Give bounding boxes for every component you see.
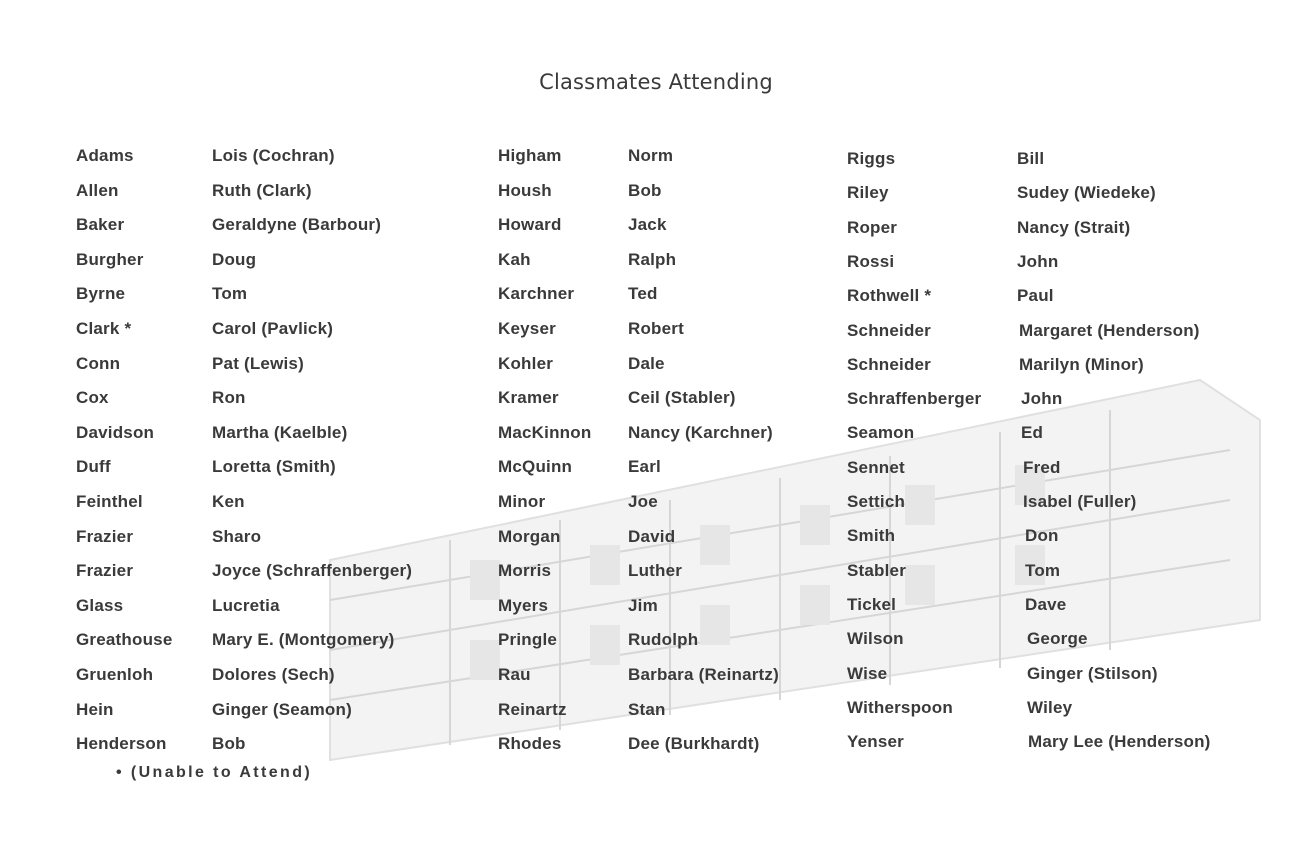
first-name: Tom	[1025, 560, 1061, 580]
first-name: Sharo	[212, 526, 262, 546]
first-name: Pat (Lewis)	[212, 353, 304, 373]
last-name: Rau	[498, 665, 531, 684]
first-name: John	[1017, 251, 1059, 271]
unable-to-attend-footnote: • (Unable to Attend)	[116, 764, 313, 781]
last-name: Howard	[498, 215, 562, 235]
last-name: Minor	[498, 492, 546, 511]
first-name: Luther	[628, 561, 683, 581]
last-name: Duff	[76, 457, 111, 477]
last-name: Kohler	[498, 353, 554, 373]
first-name: Paul	[1017, 286, 1054, 306]
last-name: Keyser	[498, 319, 556, 338]
last-name: MacKinnon	[498, 422, 592, 442]
last-name: Schneider	[847, 320, 931, 340]
last-name: Adams	[76, 146, 134, 165]
last-name: Allen	[76, 180, 119, 200]
last-name: Smith	[847, 526, 896, 546]
first-name: Ron	[212, 388, 246, 408]
page-title: Classmates Attending	[539, 70, 773, 94]
last-name: Burgher	[76, 249, 144, 269]
last-name: Reinartz	[498, 699, 567, 719]
last-name: Clark *	[76, 319, 132, 338]
last-name: Schraffenberger	[847, 389, 982, 409]
first-name: Bob	[628, 180, 662, 200]
last-name: Sennet	[847, 457, 905, 477]
last-name: Riley	[847, 183, 889, 203]
last-name: Pringle	[498, 630, 558, 650]
last-name: Frazier	[76, 561, 134, 581]
first-name: Bill	[1017, 149, 1045, 168]
first-name: Carol (Pavlick)	[212, 319, 334, 338]
first-name: John	[1021, 389, 1063, 409]
last-name: Settich	[847, 492, 906, 511]
first-name: Dave	[1025, 594, 1067, 614]
last-name: Cox	[76, 388, 109, 408]
last-name: Greathouse	[76, 630, 173, 650]
last-name: Conn	[76, 353, 121, 373]
last-name: Frazier	[76, 526, 134, 546]
last-name: Stabler	[847, 560, 907, 580]
last-name: Henderson	[76, 734, 167, 754]
last-name: Feinthel	[76, 492, 143, 511]
first-name: Mary E. (Montgomery)	[212, 630, 395, 650]
last-name: Morris	[498, 561, 552, 581]
first-name: Marilyn (Minor)	[1019, 354, 1144, 374]
last-name: Schneider	[847, 354, 931, 374]
last-name: Byrne	[76, 284, 126, 304]
first-name: Isabel (Fuller)	[1023, 492, 1137, 511]
last-name: Rhodes	[498, 734, 562, 754]
first-name: Margaret (Henderson)	[1019, 320, 1200, 340]
last-name: Glass	[76, 595, 124, 615]
first-name: Doug	[212, 249, 257, 269]
last-name: Kah	[498, 249, 531, 269]
first-name: Joe	[628, 492, 658, 511]
last-name: Wilson	[847, 629, 904, 649]
first-name: Ralph	[628, 249, 677, 269]
first-name: Dee (Burkhardt)	[628, 734, 760, 754]
last-name: Higham	[498, 146, 562, 165]
first-name: Ted	[628, 284, 658, 304]
first-name: Dale	[628, 353, 665, 373]
last-name: Housh	[498, 180, 552, 200]
first-name: Rudolph	[628, 630, 699, 650]
first-name: Jim	[628, 595, 658, 615]
last-name: McQuinn	[498, 457, 573, 477]
last-name: Seamon	[847, 423, 915, 443]
first-name: Jack	[628, 215, 667, 235]
first-name: Ken	[212, 492, 245, 511]
first-name: Bob	[212, 734, 246, 754]
last-name: Baker	[76, 215, 125, 235]
first-name: David	[628, 526, 676, 546]
first-name: Stan	[628, 699, 666, 719]
last-name: Rothwell *	[847, 286, 932, 306]
first-name: Dolores (Sech)	[212, 665, 335, 684]
first-name: George	[1027, 629, 1088, 649]
first-name: Earl	[628, 457, 661, 477]
first-name: Martha (Kaelble)	[212, 422, 348, 442]
last-name: Hein	[76, 699, 114, 719]
first-name: Sudey (Wiedeke)	[1017, 183, 1156, 203]
first-name: Barbara (Reinartz)	[628, 665, 779, 684]
last-name: Myers	[498, 595, 549, 615]
last-name: Yenser	[847, 732, 904, 752]
last-name: Karchner	[498, 284, 575, 304]
first-name: Geraldyne (Barbour)	[212, 215, 382, 235]
first-name: Mary Lee (Henderson)	[1028, 732, 1211, 752]
last-name: Witherspoon	[847, 697, 953, 717]
first-name: Don	[1025, 526, 1059, 546]
first-name: Nancy (Strait)	[1017, 217, 1131, 237]
first-name: Lois (Cochran)	[212, 146, 335, 165]
first-name: Lucretia	[212, 595, 280, 615]
first-name: Joyce (Schraffenberger)	[212, 561, 413, 581]
last-name: Riggs	[847, 149, 896, 168]
first-name: Ceil (Stabler)	[628, 388, 736, 408]
first-name: Loretta (Smith)	[212, 457, 336, 477]
first-name: Ginger (Stilson)	[1027, 663, 1158, 683]
first-name: Nancy (Karchner)	[628, 422, 773, 442]
first-name: Norm	[628, 146, 674, 165]
first-name: Ed	[1021, 423, 1044, 443]
first-name: Ruth (Clark)	[212, 180, 312, 200]
first-name: Tom	[212, 284, 248, 304]
last-name: Morgan	[498, 526, 561, 546]
last-name: Gruenloh	[76, 665, 154, 684]
last-name: Davidson	[76, 422, 155, 442]
first-name: Fred	[1023, 457, 1061, 477]
last-name: Roper	[847, 217, 898, 237]
last-name: Kramer	[498, 388, 559, 408]
first-name: Ginger (Seamon)	[212, 699, 352, 719]
last-name: Wise	[847, 663, 888, 683]
first-name: Robert	[628, 319, 684, 338]
last-name: Tickel	[847, 594, 897, 614]
first-name: Wiley	[1027, 697, 1073, 717]
last-name: Rossi	[847, 251, 895, 271]
